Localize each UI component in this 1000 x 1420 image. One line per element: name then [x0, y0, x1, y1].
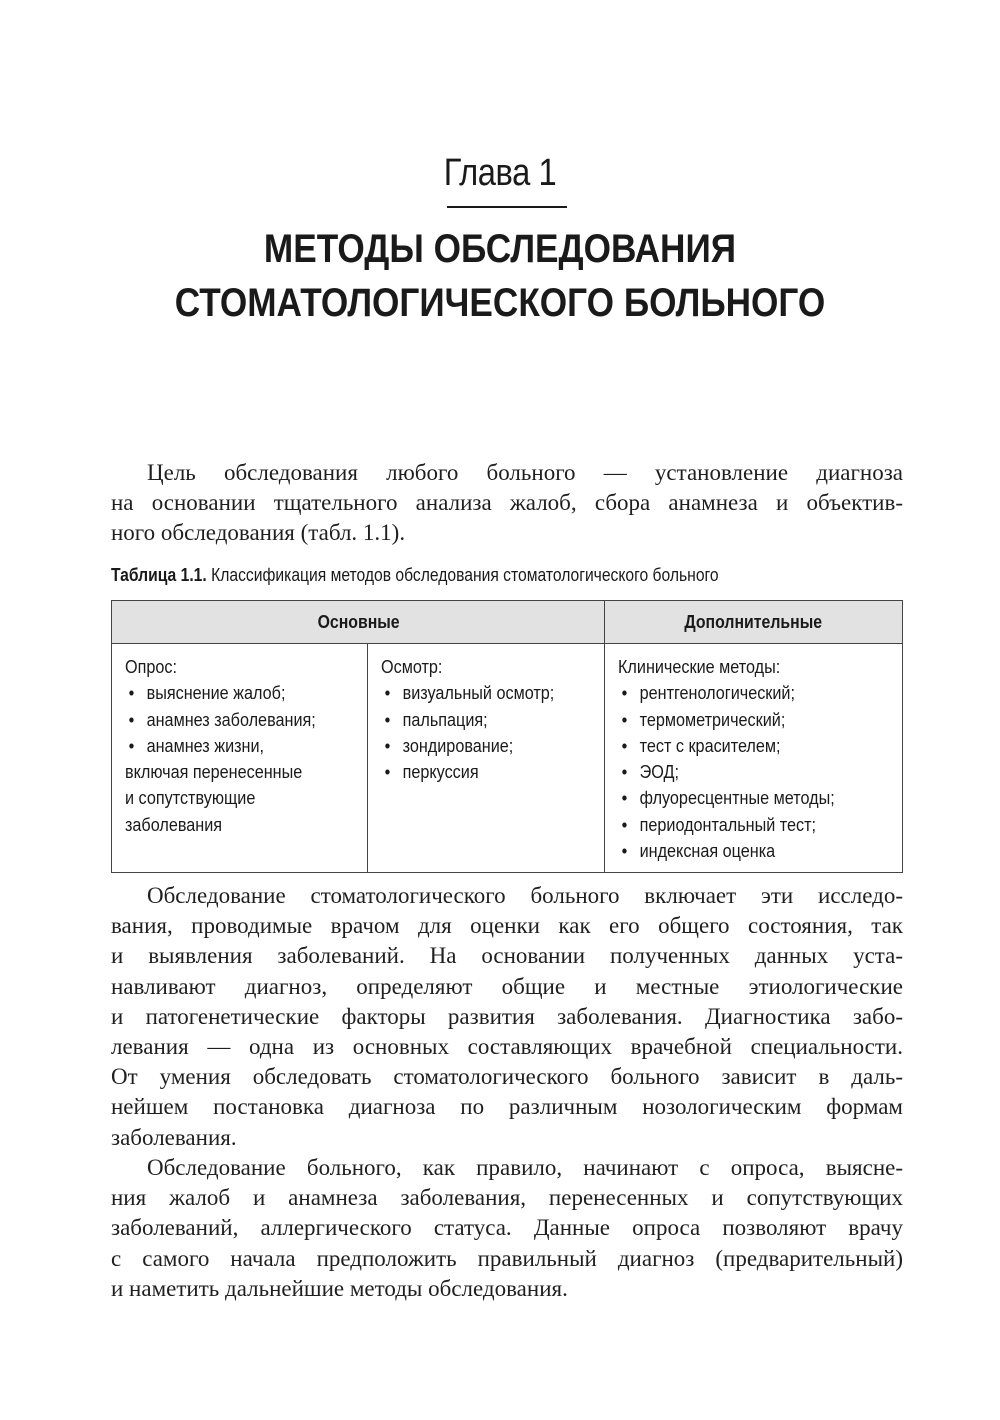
body-line: с самого начала предположить правильный диагноз (предварительный) [111, 1245, 903, 1271]
list-item: • визуальный осмотр; [381, 680, 594, 706]
intro-line: на основании тщательного анализа жалоб, сбора анамнеза и объектив- [111, 490, 903, 516]
table-header-row [112, 601, 903, 644]
cell-note: включая перенесенные [125, 762, 303, 783]
header-main: Основные [112, 601, 605, 644]
list-item: • тест с красителем; [618, 733, 891, 759]
cell-interview [112, 644, 368, 873]
body-line: и наметить дальнейшие методы обследования. [111, 1275, 568, 1301]
body-paragraph-1 [111, 881, 903, 1153]
intro-line: Цель обследования любого больного — установление диагноза [147, 460, 903, 485]
list-item: • индексная оценка [618, 838, 891, 864]
list-item: • пальпация; [381, 707, 594, 733]
cell-note: и сопутствующие [125, 788, 256, 809]
list-item: • термометрический; [618, 707, 891, 733]
cell-heading: Опрос: [125, 657, 178, 677]
body-line: и патогенетические факторы развития заболевания. Диагностика забо- [111, 1003, 903, 1029]
header-additional: Дополнительные [605, 601, 903, 644]
cell-clinical-methods [605, 644, 903, 873]
methods-table [111, 600, 903, 873]
list-item: • периодонтальный тест; [618, 812, 891, 838]
list-item: • перкуссия [381, 759, 594, 785]
list-item: • анамнез жизни, [125, 733, 356, 759]
chapter-title-line-1: МЕТОДЫ ОБСЛЕДОВАНИЯ [263, 227, 737, 271]
body-line: вания, проводимые врачом для оценки как его общего состояния, так [111, 913, 903, 939]
cell-examination [367, 644, 605, 873]
body-paragraph-2 [111, 1153, 903, 1304]
body-line: нейшем постановка диагноза по различным нозологическим формам [111, 1094, 903, 1120]
list-item: • флуоресцентные методы; [618, 785, 891, 811]
list-item: • ЭОД; [618, 759, 891, 785]
table-row [112, 644, 903, 873]
body-line: левания — одна из основных составляющих врачебной специальности. [111, 1034, 903, 1060]
body-line: заболеваний, аллергического статуса. Данные опроса позволяют врачу [111, 1215, 903, 1241]
table-caption-text: Классификация методов обследования стоматологического больного [211, 565, 719, 585]
list-item: • рентгенологический; [618, 680, 891, 706]
list-item: • выяснение жалоб; [125, 680, 356, 706]
cell-heading: Клинические методы: [618, 657, 781, 677]
chapter-label: Глава 1 [443, 152, 557, 194]
body-line: Обследование больного, как правило, начинают с опроса, выясне- [147, 1155, 903, 1180]
intro-line: ного обследования (табл. 1.1). [111, 520, 406, 546]
chapter-title [0, 222, 1000, 330]
body-line: заболевания. [111, 1124, 237, 1150]
table-caption [111, 565, 800, 586]
cell-note: заболевания [125, 814, 223, 835]
table-caption-label: Таблица 1.1. [111, 565, 207, 585]
body-line: навливают диагноз, определяют общие и местные этиологические [111, 973, 903, 999]
chapter-underline [447, 206, 567, 208]
chapter-title-line-2: СТОМАТОЛОГИЧЕСКОГО БОЛЬНОГО [174, 281, 826, 325]
body-line: Обследование стоматологического больного включает эти исследо- [147, 883, 903, 908]
body-line: От умения обследовать стоматологического больного зависит в даль- [111, 1064, 903, 1090]
list-item: • анамнез заболевания; [125, 707, 356, 733]
list-item: • зондирование; [381, 733, 594, 759]
cell-heading: Осмотр: [380, 657, 443, 677]
body-line: и выявления заболеваний. На основании полученных данных уста- [111, 943, 903, 969]
intro-paragraph [111, 458, 903, 549]
body-line: ния жалоб и анамнеза заболевания, перенесенных и сопутствующих [111, 1185, 903, 1211]
